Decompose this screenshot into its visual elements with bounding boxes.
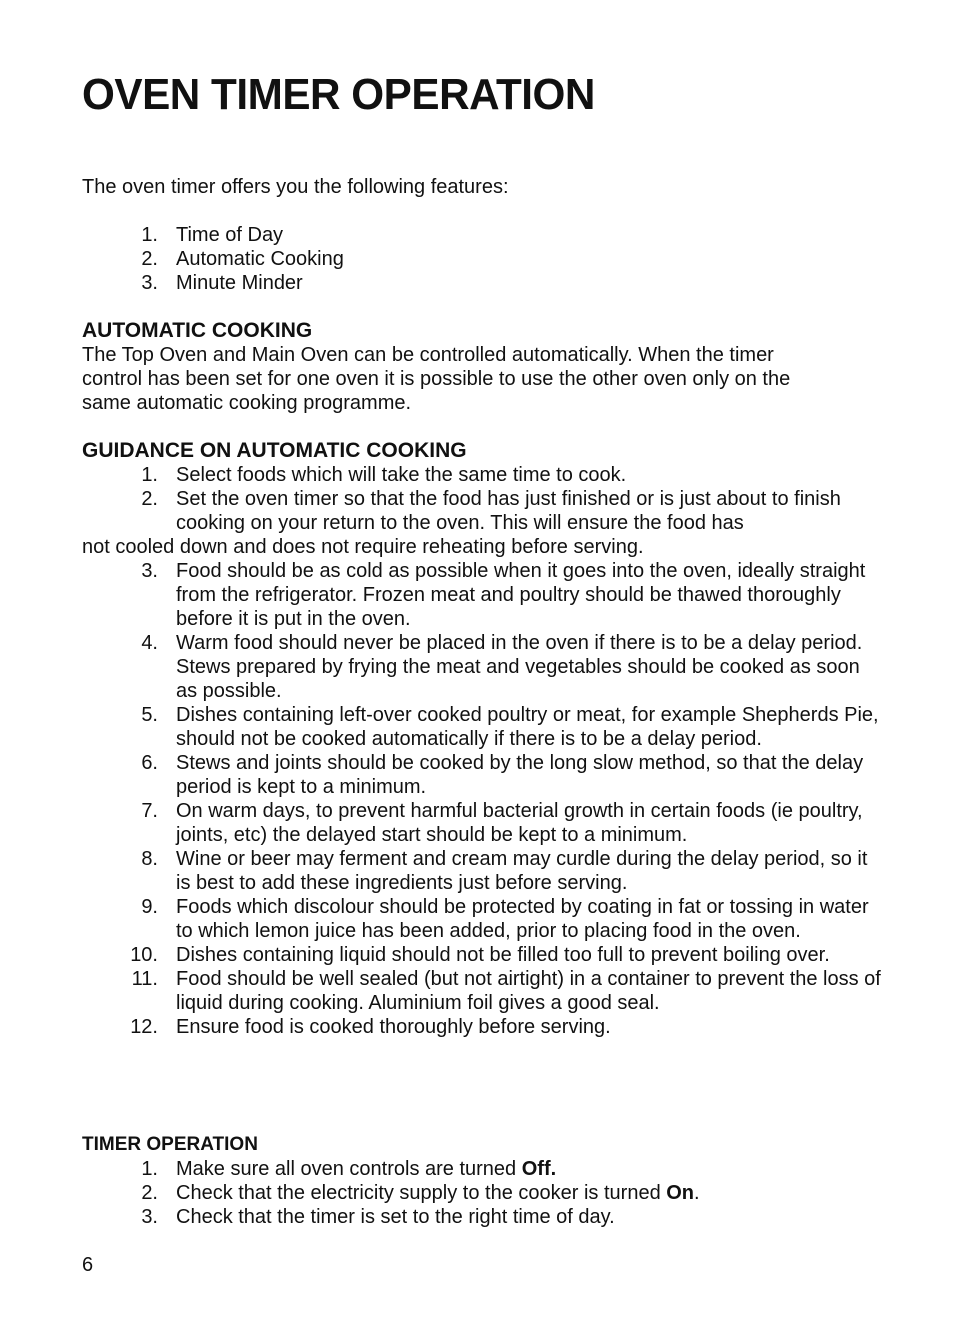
guidance-heading: GUIDANCE ON AUTOMATIC COOKING — [82, 439, 467, 462]
list-item: 3. Check that the timer is set to the right time of day. — [141, 1206, 615, 1228]
list-item: 2. Set the oven timer so that the food has just finished or is just about to finish cooking on your return to the oven. This will ensure the food has not cooled down and does not require reheating before serving. — [82, 487, 882, 559]
list-item: 2. Check that the electricity supply to the cooker is turned On. — [141, 1182, 700, 1204]
automatic-cooking-heading: AUTOMATIC COOKING — [82, 319, 313, 342]
list-item: 11. Food should be well sealed (but not airtight) in a container to prevent the loss of liquid during cooking. Aluminium foil gives a good seal. — [131, 968, 881, 1014]
list-item: 10. Dishes containing liquid should not be filled too full to prevent boiling over. — [130, 944, 830, 966]
features-list — [82, 223, 344, 295]
list-item: 7. On warm days, to prevent harmful bacterial growth in certain foods (ie poultry, joints, etc) the delayed start should be kept to a minimum. — [141, 800, 863, 846]
list-item: 9. Foods which discolour should be protected by coating in fat or tossing in water to which lemon juice has been added, prior to placing food in the oven. — [141, 896, 869, 942]
timer-operation-list — [82, 1157, 882, 1229]
list-item: 5. Dishes containing left-over cooked poultry or meat, for example Shepherds Pie, should not be cooked automatically if there is to be a delay period. — [141, 704, 879, 750]
guidance-list — [82, 463, 882, 1039]
timer-operation-heading: TIMER OPERATION — [82, 1134, 258, 1155]
list-item: 2. Automatic Cooking — [141, 248, 344, 270]
list-item: 3. Food should be as cold as possible when it goes into the oven, ideally straight from the refrigerator. Frozen meat and poultry should be thawed thoroughly before it is put in the oven. — [141, 560, 866, 630]
list-item: 8. Wine or beer may ferment and cream may curdle during the delay period, so it is best to add these ingredients just before serving. — [141, 848, 868, 894]
list-item: 1. Make sure all oven controls are turned Off. — [141, 1158, 557, 1180]
list-item-continuation: not cooled down and does not require reheating before serving. — [82, 536, 644, 558]
list-item: 3. Minute Minder — [141, 272, 303, 294]
list-item: 1. Select foods which will take the same time to cook. — [141, 464, 627, 486]
page-number: 6 — [82, 1254, 94, 1276]
list-item: 4. Warm food should never be placed in the oven if there is to be a delay period. Stews prepared by frying the meat and vegetables should be cooked as soon as possible. — [141, 632, 863, 702]
automatic-cooking-paragraph: The Top Oven and Main Oven can be controlled automatically. When the timer control has been set for one oven it is possible to use the other oven only on the same automatic cooking programme. — [82, 344, 791, 414]
list-item: 1. Time of Day — [141, 224, 284, 246]
intro-text: The oven timer offers you the following features: — [82, 176, 509, 198]
page-title: OVEN TIMER OPERATION — [82, 70, 595, 119]
list-item: 6. Stews and joints should be cooked by the long slow method, so that the delay period is kept to a minimum. — [141, 752, 864, 798]
list-item: 12. Ensure food is cooked thoroughly before serving. — [130, 1016, 611, 1038]
